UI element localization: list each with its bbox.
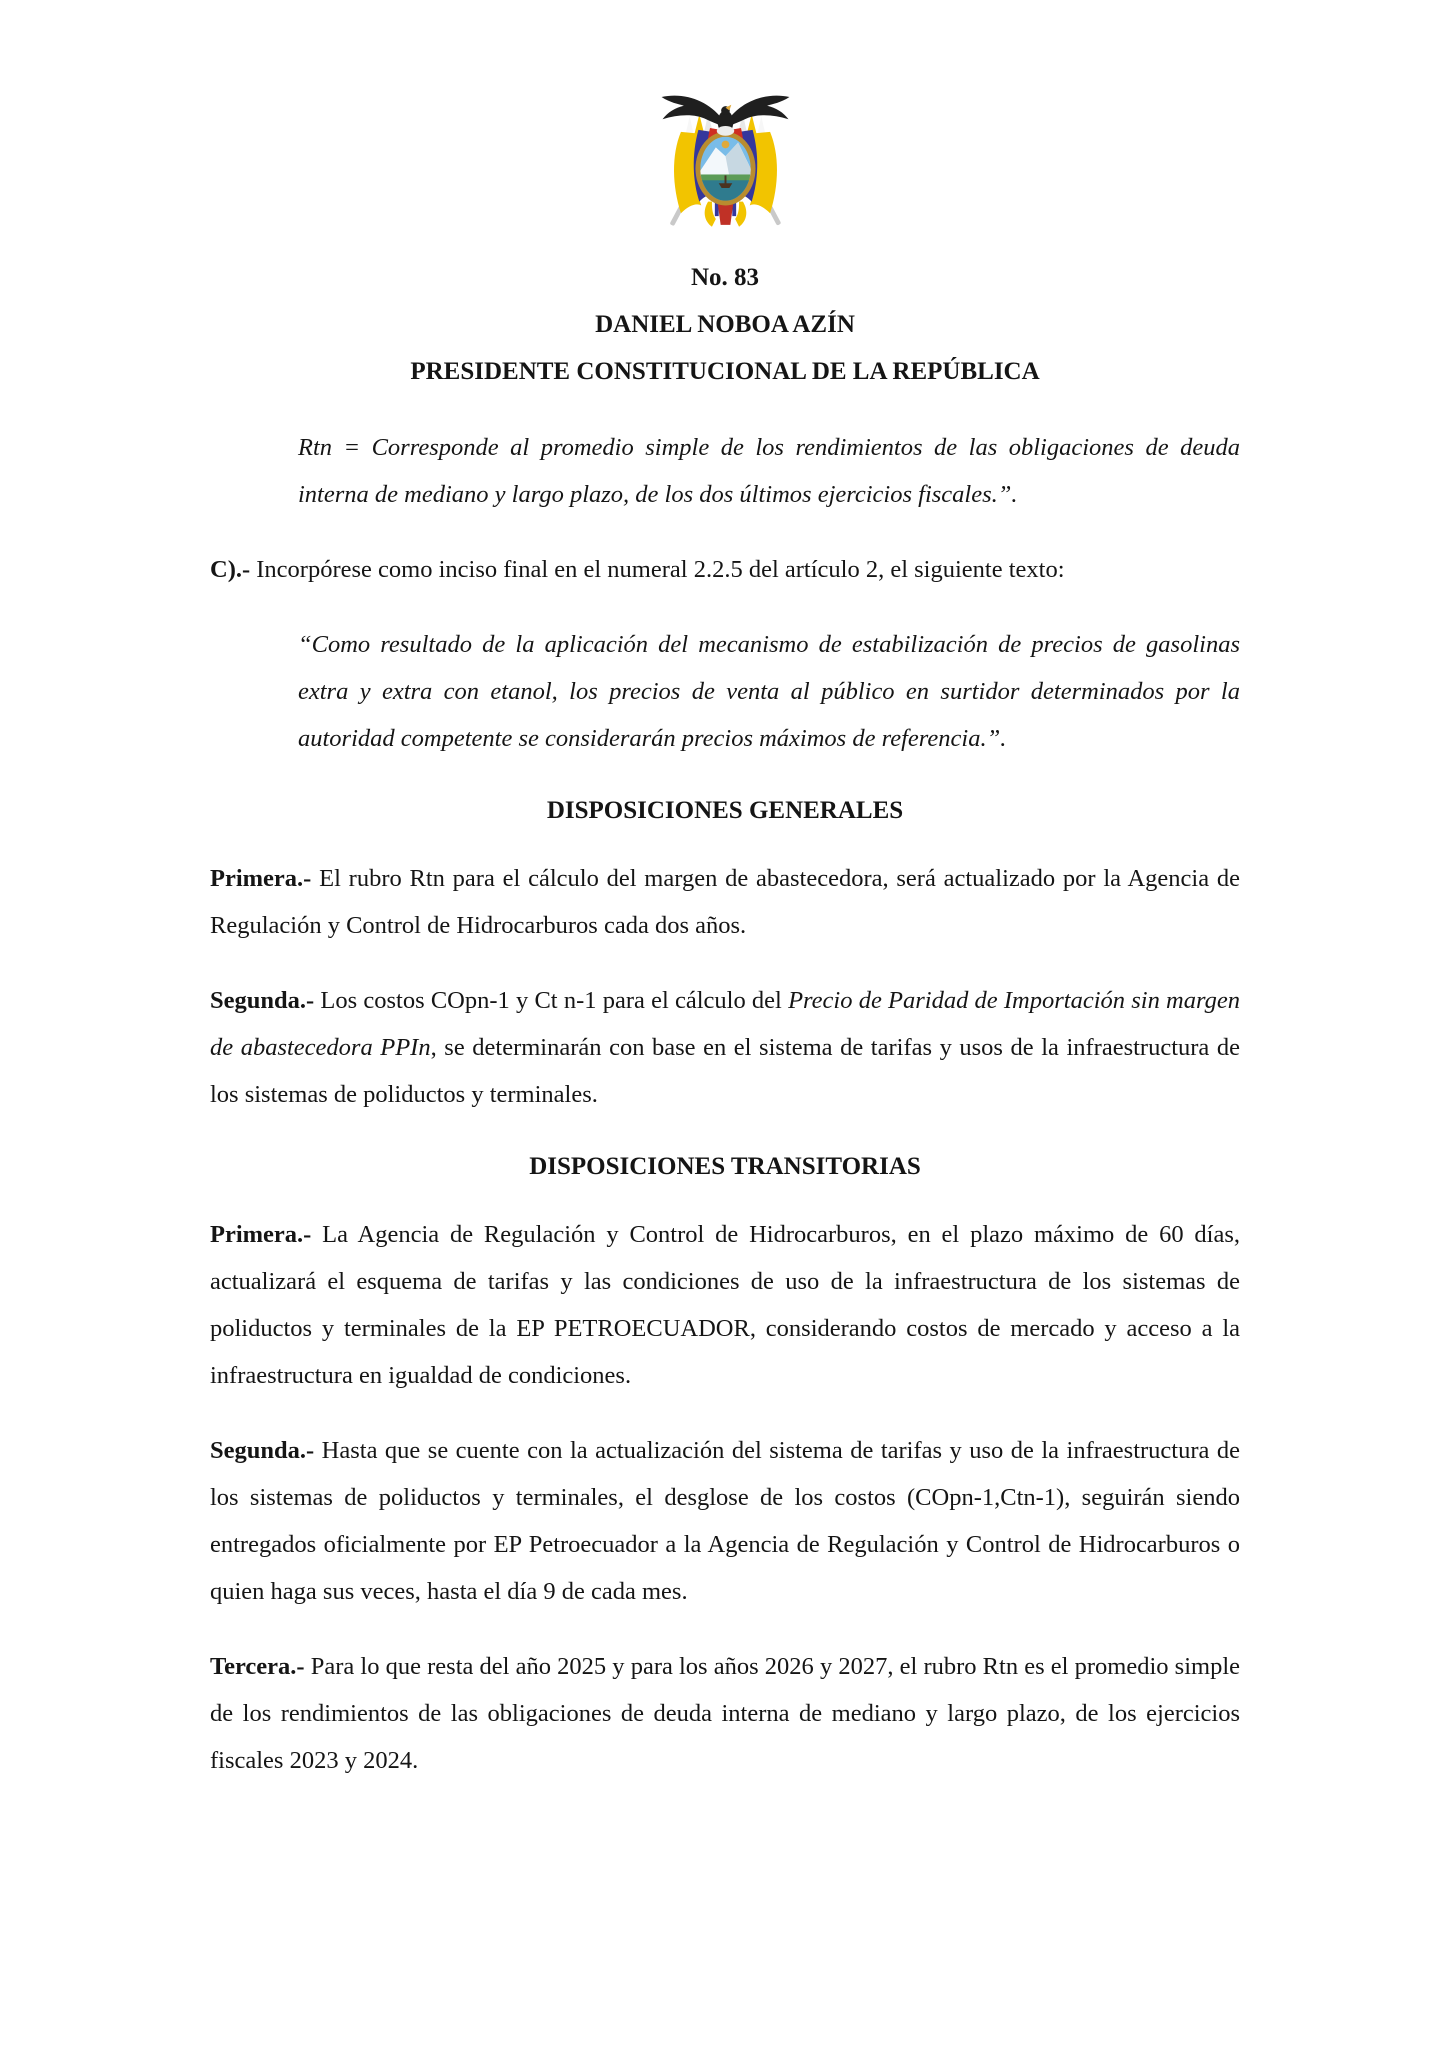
clause-c-text: Incorpórese como inciso final en el numeral 2.2.5 del artículo 2, el siguiente texto: — [250, 556, 1065, 583]
disposicion-transitoria-tercera — [210, 1643, 1240, 1784]
condor — [661, 96, 789, 136]
coat-of-arms-graphic — [648, 84, 803, 232]
disposicion-general-segunda-label: Segunda.- — [210, 987, 315, 1014]
disposicion-transitoria-tercera-text: Para lo que resta del año 2025 y para los años 2026 y 2027, el rubro Rtn es el promedio simple de los rendimientos de las obligaciones de deuda interna de mediano y largo plazo, de los ejercicios fiscales 2023 y 2024. — [210, 1653, 1240, 1774]
disposicion-transitoria-segunda-text: Hasta que se cuente con la actualización del sistema de tarifas y uso de la infraestructura de los sistemas de poliductos y terminales, el desglose de los costos (COpn-1,Ctn-1), seguirán siendo entregados oficialmente por EP Petroecuador a la Agencia de Regulación y Control de Hidrocarburos o quien haga sus veces, hasta el día 9 de cada mes. — [210, 1437, 1240, 1605]
doc-number: No. 83 — [690, 264, 760, 291]
transitorias-heading: DISPOSICIONES TRANSITORIAS — [529, 1153, 921, 1180]
disposicion-transitoria-primera — [210, 1211, 1240, 1399]
disposicion-general-primera-label: Primera.- — [210, 865, 312, 892]
disposicion-general-primera-text: El rubro Rtn para el cálculo del margen de abastecedora, será actualizado por la Agencia de Regulación y Control de Hidrocarburos cada dos años. — [210, 865, 1240, 939]
disposicion-general-segunda-text-italic: Precio de Paridad de Importación sin margen de abastecedora PPIn — [210, 987, 1240, 1061]
clause-c-label: C).- — [210, 556, 251, 583]
disposicion-general-primera — [210, 855, 1240, 949]
author-title: PRESIDENTE CONSTITUCIONAL DE LA REPÚBLICA — [410, 358, 1040, 385]
disposicion-transitoria-primera-label: Primera.- — [210, 1221, 312, 1248]
clause-c — [210, 546, 1240, 593]
generales-heading: DISPOSICIONES GENERALES — [546, 797, 904, 824]
disposicion-transitoria-primera-text: La Agencia de Regulación y Control de Hidrocarburos, en el plazo máximo de 60 días, actualizará el esquema de tarifas y las condiciones de uso de la infraestructura de los sistemas de poliductos y terminales de la EP PETROECUADOR, considerando costos de mercado y acceso a la infraestructura en igualdad de condiciones. — [210, 1221, 1240, 1389]
disposicion-general-segunda — [210, 977, 1240, 1118]
disposicion-transitoria-segunda-label: Segunda.- — [210, 1437, 315, 1464]
disposicion-transitoria-tercera-label: Tercera.- — [210, 1653, 305, 1680]
disposicion-transitoria-segunda — [210, 1427, 1240, 1615]
disposicion-general-segunda-text-after: , se determinarán con base en el sistema de tarifas y usos de la infraestructura de los sistemas de poliductos y terminales. — [210, 1034, 1240, 1108]
oval-shield — [695, 132, 755, 206]
disposicion-general-segunda-text-before: Los costos COpn-1 y Ct n-1 para el cálculo del — [314, 987, 789, 1014]
intro-quote: Rtn = Corresponde al promedio simple de los rendimientos de las obligaciones de deuda interna de mediano y largo plazo, de los dos últimos ejercicios fiscales.”. — [298, 434, 1240, 508]
quote-block: “Como resultado de la aplicación del mecanismo de estabilización de precios de gasolinas extra y extra con etanol, los precios de venta al público en surtidor determinados por la autoridad competente se considerarán precios máximos de referencia.”. — [298, 631, 1240, 752]
author-name: DANIEL NOBOA AZÍN — [595, 311, 855, 338]
ecuador-coat-of-arms — [210, 84, 1240, 239]
